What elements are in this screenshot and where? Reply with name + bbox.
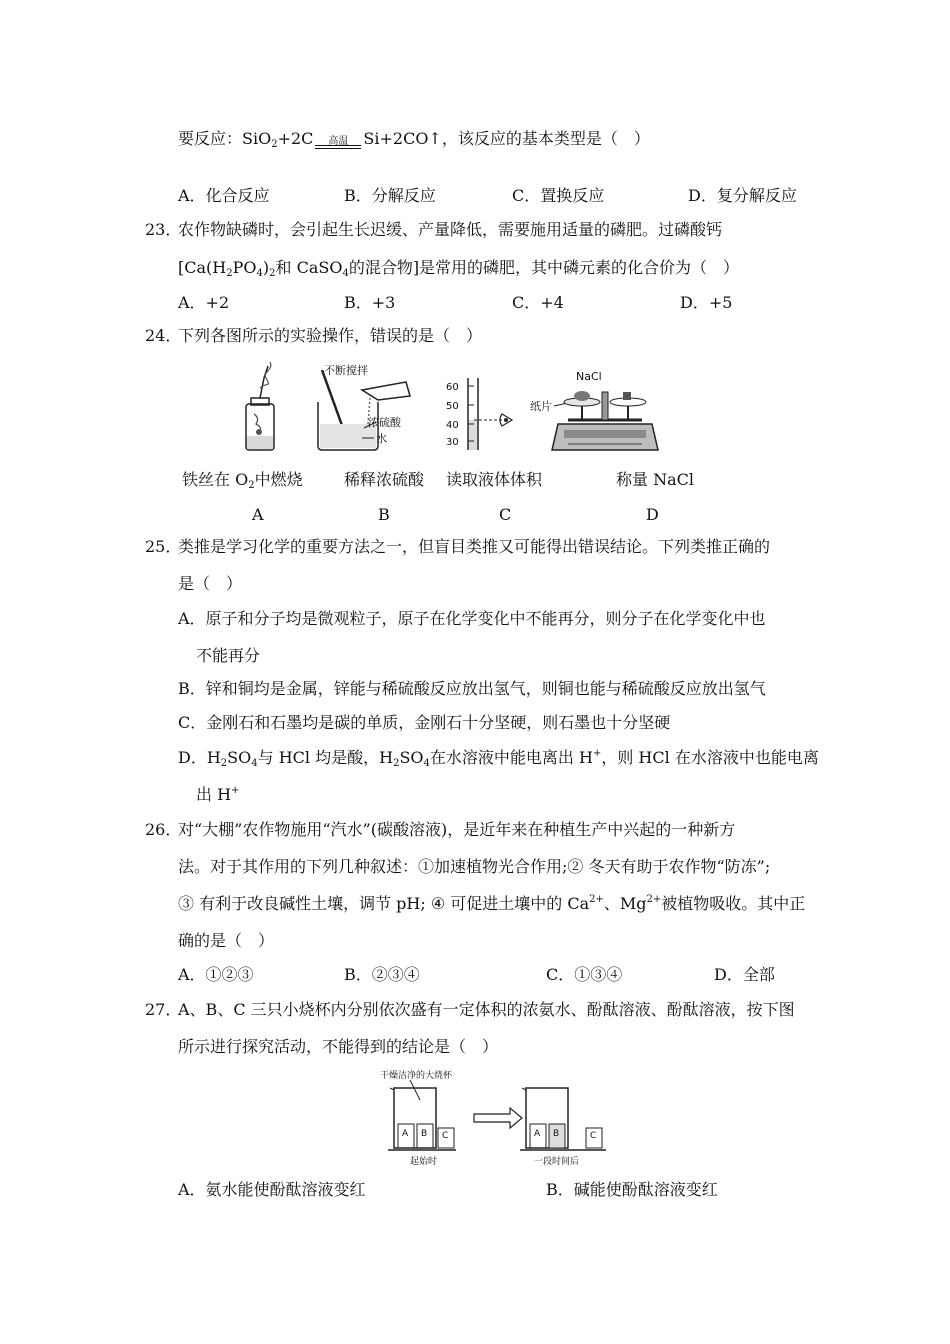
reaction-condition: 高温 (315, 129, 361, 149)
q26-number: 26． (145, 820, 182, 839)
q25-option-a-cont: 不能再分 (196, 646, 261, 665)
label-start: 起始时 (410, 1157, 438, 1167)
q26-line2: 法。对于其作用的下列几种叙述：①加速植物光合作用;② 冬天有助于农作物“防冻”; (178, 857, 771, 876)
figure-weigh-nacl (528, 368, 660, 454)
svg-text:50: 50 (446, 401, 459, 412)
q27-option-a: A．氨水能使酚酞溶液变红 (178, 1180, 366, 1199)
q25-option-d: D．$H_2SO_4$与 HCl 均是酸，$H_2SO_4$在水溶液中能电离出 H+，则 HCl 在水溶液中也能电离 (178, 748, 819, 769)
q26-option-b: B．②③④ (344, 965, 420, 984)
q25-line2: 是（ ） (178, 574, 243, 593)
figure-read-volume (444, 376, 516, 452)
svg-text:C: C (442, 1131, 449, 1141)
q24-stem: 下列各图所示的实验操作，错误的是（ ） (178, 326, 483, 345)
figure-iron-burning (238, 358, 286, 454)
caption-c: 读取液体体积 (446, 470, 543, 489)
letter-d: D (646, 505, 659, 524)
letter-b: B (378, 505, 390, 524)
q22-option-b: B．分解反应 (344, 186, 436, 205)
figure-dilute-acid (312, 362, 420, 452)
label-nacl: NaCl (576, 370, 602, 383)
q22-option-d: D．复分解反应 (688, 186, 797, 205)
q25-option-c: C．金刚石和石墨均是碳的单质，金刚石十分坚硬，则石墨也十分坚硬 (178, 713, 671, 732)
svg-text:C: C (590, 1131, 597, 1141)
q25-line1: 类推是学习化学的重要方法之一，但盲目类推又可能得出错误结论。下列类推正确的 (178, 537, 771, 556)
q23-line1: 农作物缺磷时，会引起生长迟缓、产量降低，需要施用适量的磷肥。过磷酸钙 (178, 220, 723, 239)
caption-d: 称量 NaCl (616, 470, 694, 489)
caption-b: 稀释浓硫酸 (344, 470, 425, 489)
caption-a: 铁丝在 $O_2$中燃烧 (182, 470, 303, 491)
svg-text:A: A (534, 1129, 541, 1139)
label-big-beaker: 干燥洁净的大烧杯 (380, 1071, 453, 1081)
svg-text:60: 60 (446, 382, 459, 393)
svg-text:A: A (402, 1129, 409, 1139)
figure-ammonia-diffusion (376, 1066, 612, 1170)
label-stir: 不断搅拌 (324, 364, 368, 377)
q27-line1: A、B、C 三只小烧杯内分别依次盛有一定体积的浓氨水、酚酞溶液、酚酞溶液，按下图 (178, 1000, 795, 1019)
q25-number: 25． (145, 537, 182, 556)
q27-number: 27． (145, 1000, 182, 1019)
q24-number: 24． (145, 326, 182, 345)
q22-stem: 要反应：SiO$_2$+2C 高温 Si+2CO↑，该反应的基本类型是（ ） (178, 129, 650, 150)
q23-option-b: B．+3 (344, 293, 396, 312)
q26-line1: 对“大棚”农作物施用“汽水”(碳酸溶液)，是近年来在种植生产中兴起的一种新方 (178, 820, 736, 839)
q23-line2: [$Ca(H_2PO_4)_2$和 CaSO$_4$的混合物]是常用的磷肥，其中磷元素的化合价为（ ） (178, 258, 740, 279)
q23-option-d: D．+5 (680, 293, 733, 312)
label-paper: 纸片 (530, 400, 552, 413)
label-after: 一段时间后 (534, 1157, 580, 1167)
letter-a: A (252, 505, 264, 524)
q27-option-b: B．碱能使酚酞溶液变红 (546, 1180, 718, 1199)
q26-option-d: D．全部 (714, 965, 775, 984)
q27-line2: 所示进行探究活动，不能得到的结论是（ ） (178, 1037, 499, 1056)
svg-text:30: 30 (446, 437, 459, 448)
svg-text:B: B (553, 1129, 560, 1139)
q26-line4: 确的是（ ） (178, 931, 275, 950)
letter-c: C (499, 505, 512, 524)
q26-line3: ③ 有利于改良碱性土壤，调节 pH; ④ 可促进土壤中的 $Ca^{2+}$、$Mg^{2+}$被植物吸收。其中正 (178, 894, 806, 913)
q25-option-b: B．锌和铜均是金属，锌能与稀硫酸反应放出氢气，则铜也能与稀硫酸反应放出氢气 (178, 679, 766, 698)
label-acid: 浓硫酸 (368, 416, 401, 429)
svg-text:B: B (421, 1129, 428, 1139)
q23-option-a: A．+2 (178, 293, 230, 312)
label-water: 水 (376, 432, 387, 445)
svg-text:40: 40 (446, 420, 459, 431)
q25-option-a: A．原子和分子均是微观粒子，原子在化学变化中不能再分，则分子在化学变化中也 (178, 609, 766, 628)
q23-number: 23． (145, 220, 182, 239)
q22-option-a: A．化合反应 (178, 186, 270, 205)
q25-option-d-cont: 出 H+ (196, 785, 240, 804)
q23-option-c: C．+4 (512, 293, 564, 312)
q26-option-c: C．①③④ (546, 965, 623, 984)
q26-option-a: A．①②③ (178, 965, 254, 984)
q22-option-c: C．置换反应 (512, 186, 605, 205)
